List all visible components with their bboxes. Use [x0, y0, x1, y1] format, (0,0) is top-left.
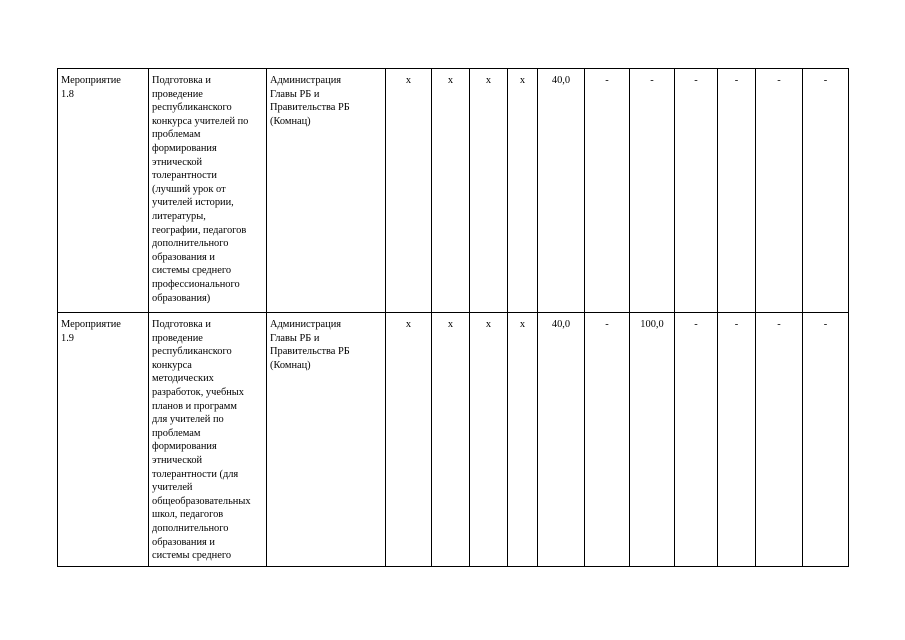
value-cell: х: [470, 69, 508, 313]
value-cell: -: [718, 69, 756, 313]
value-cell: -: [803, 69, 849, 313]
event-number: Мероприятие 1.8: [61, 75, 121, 100]
description-cell: [149, 69, 267, 313]
value-cell: -: [718, 313, 756, 567]
event-number-cell: [58, 69, 149, 313]
value-cell: -: [803, 313, 849, 567]
value-cell: 40,0: [538, 313, 585, 567]
value-cell: -: [675, 313, 718, 567]
description-cell: [149, 313, 267, 567]
value-cell: 100,0: [630, 313, 675, 567]
value-cell: х: [470, 313, 508, 567]
value-cell: -: [585, 69, 630, 313]
event-description: Подготовка и проведение республиканского конкурса методических разработок, учебных планов и программ для учителей по проблемам формирования этнической толерантности (для учителей общеобразовательных школ, педагогов дополнительного образования и системы среднего: [152, 319, 251, 562]
executor-cell: [267, 69, 386, 313]
event-number-cell: [58, 313, 149, 567]
program-events-table: [57, 68, 849, 567]
value-cell: -: [675, 69, 718, 313]
value-cell: х: [432, 313, 470, 567]
table-row: [58, 69, 849, 313]
value-cell: -: [630, 69, 675, 313]
value-cell: -: [585, 313, 630, 567]
event-description: Подготовка и проведение республиканского конкурса учителей по проблемам формирования этнической толерантности (лучший урок от учителей истории, литературы, географии, педагогов дополнительного образования и системы среднего профессионального образования): [152, 75, 249, 304]
event-executor: Администрация Главы РБ и Правительства РБ (Комнац): [270, 75, 350, 127]
value-cell: -: [756, 69, 803, 313]
event-number: Мероприятие 1.9: [61, 319, 121, 344]
value-cell: х: [508, 313, 538, 567]
value-cell: х: [386, 69, 432, 313]
event-executor: Администрация Главы РБ и Правительства РБ (Комнац): [270, 319, 350, 371]
table-row: [58, 313, 849, 567]
value-cell: х: [508, 69, 538, 313]
value-cell: х: [432, 69, 470, 313]
value-cell: х: [386, 313, 432, 567]
value-cell: -: [756, 313, 803, 567]
executor-cell: [267, 313, 386, 567]
value-cell: 40,0: [538, 69, 585, 313]
